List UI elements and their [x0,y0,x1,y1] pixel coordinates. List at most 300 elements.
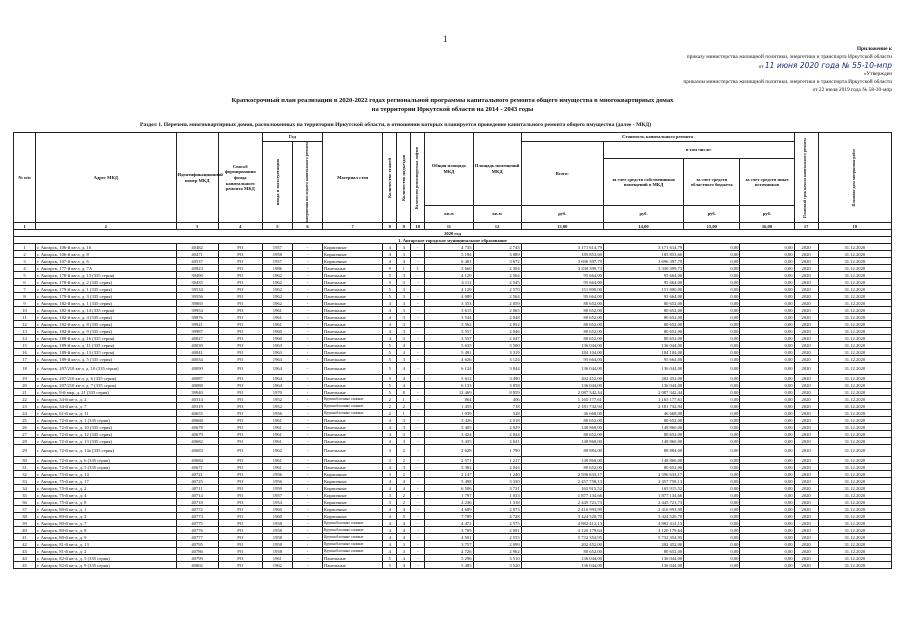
table-row [14,403,892,410]
table-cell: 136 044,00 [521,555,603,562]
table-cell: 31.12.2020 [818,499,891,506]
table-cell: 1958 [262,251,292,258]
table-cell: 6 124 [425,363,473,375]
table-cell: г. Ангарск, 179-й кв-л, д. 3 (335 серия) [36,293,176,300]
table-cell: - [292,375,322,382]
table-cell: 3 353 [425,300,473,307]
table-row [14,534,892,541]
table-cell: 4 [397,342,411,349]
table-cell: 0,00 [740,478,794,485]
table-cell: Панельные [323,464,383,471]
table-cell: 40027 [176,335,218,342]
table-cell: 406 [473,396,521,403]
table-cell: 3 424 520,70 [603,513,683,520]
table-cell: 5 [383,279,397,286]
table-cell: 3 757 [425,541,473,548]
table-cell: 2020 [794,356,818,363]
table-cell: 1 [397,396,411,403]
table-cell: 4 [383,520,397,527]
table-cell: - [292,478,322,485]
table-cell: 2 041 [473,438,521,445]
table-cell: - [292,485,322,492]
table-cell: 1962 [262,279,292,286]
column-number: 10 [411,223,425,230]
table-cell: 4 [383,534,397,541]
table-cell: 40319 [176,403,218,410]
table-cell: 2 416 993,99 [521,506,603,513]
table-cell: РО [218,541,262,548]
table-cell: 0,00 [684,396,740,403]
table-cell: 1 033 [473,492,521,499]
table-cell: 4 [383,258,397,265]
table-cell: 4 [397,349,411,356]
table-cell: РО [218,286,262,293]
table-cell: 3 615 [425,307,473,314]
table-cell: 18 [14,363,36,375]
table-row [14,431,892,438]
table-cell: 40795 [176,541,218,548]
table-cell: 2020 [794,555,818,562]
table-cell: - [292,464,322,471]
table-cell: Панельные [323,457,383,464]
table-cell: 3 424 [425,431,473,438]
table-cell: 0,00 [684,356,740,363]
table-cell: 2020 [794,258,818,265]
table-cell: 12 469 [425,389,473,396]
table-cell: 0,00 [684,562,740,569]
table-cell: 39940 [176,389,218,396]
table-cell: 136 044,00 [603,562,683,569]
table-cell: 202 452,00 [603,375,683,382]
table-cell: 0,00 [684,258,740,265]
table-cell: - [411,293,425,300]
table-cell: 3 696 397,79 [521,258,603,265]
table-cell: 40773 [176,513,218,520]
table-row [14,520,892,527]
table-cell: 40772 [176,506,218,513]
table-cell: 4 [383,300,397,307]
table-cell: - [292,382,322,389]
table-cell: 2020 [794,445,818,457]
table-cell: - [411,548,425,555]
table-cell: 1962 [262,445,292,457]
table-cell: 31.12.2020 [818,363,891,375]
table-cell: - [411,471,425,478]
table-cell: 0,00 [684,527,740,534]
table-cell: - [411,478,425,485]
table-cell: - [292,527,322,534]
table-cell: г. Ангарск, 80-й кв-л, д. 9 [36,534,176,541]
municipality-band-row [14,237,892,244]
table-cell: 31.12.2020 [818,389,891,396]
table-cell: 3 171 614,79 [603,244,683,251]
table-cell: - [292,499,322,506]
table-cell: 0,00 [740,457,794,464]
table-cell: 6 481 [425,258,473,265]
table-cell: г. Ангарск, 82-й кв-л, д. 9 (335 серия) [36,562,176,569]
table-cell: 1963 [262,342,292,349]
table-cell: 3 562 [425,321,473,328]
table-cell: 5 [383,342,397,349]
table-cell: 2020 [794,520,818,527]
table-cell: 0,00 [740,244,794,251]
table-cell: 0,00 [684,272,740,279]
table-cell: г. Ангарск, 72-й кв-л, д. 13 (335 серия) [36,438,176,445]
table-cell: 31.12.2020 [818,321,891,328]
table-cell: Крупноблочные силикат [323,541,383,548]
table-cell: 0,00 [740,527,794,534]
table-cell: 0,00 [740,363,794,375]
table-cell: 2020 [794,375,818,382]
table-cell: г. Ангарск, 81-й кв-л, д. 13 [36,541,176,548]
table-cell: 4 689 [425,506,473,513]
table-cell: 1958 [262,527,292,534]
header-plan-end-text: Плановая дата завершения работ [852,148,857,207]
table-cell: 80 652,00 [603,548,683,555]
table-cell: 3 [397,314,411,321]
table-cell: 4 [383,244,397,251]
table-cell: - [292,534,322,541]
table-cell: 3 [397,321,411,328]
table-cell: 4 735 [425,244,473,251]
table-cell: 2 457 758,13 [521,478,603,485]
table-cell: 4 120 179,64 [521,527,603,534]
table-cell: 136 044,00 [521,562,603,569]
table-cell: 35 [14,492,36,499]
table-cell: 3 [397,244,411,251]
table-cell: 43 [14,548,36,555]
table-cell: Панельные [323,272,383,279]
table-cell: - [411,424,425,431]
table-cell: 80 652,00 [521,328,603,335]
table-cell: РО [218,279,262,286]
table-cell: 3 [397,438,411,445]
table-cell: 2020 [794,286,818,293]
table-cell: 4 [383,307,397,314]
table-cell: 40823 [176,265,218,272]
table-cell: - [411,403,425,410]
header-method: Способ формирования фонда капитального ремонта МКД [218,133,262,223]
table-row [14,335,892,342]
table-cell: 2 [383,403,397,410]
table-cell: 31.12.2020 [818,265,891,272]
table-cell: 31.12.2020 [818,349,891,356]
table-cell: 25 [14,417,36,424]
table-cell: РО [218,417,262,424]
table-cell: 3 426 [425,417,473,424]
table-cell: 2020 [794,431,818,438]
table-cell: 4 [383,335,397,342]
table-cell: 4 [383,321,397,328]
table-row [14,499,892,506]
table-cell: 2020 [794,562,818,569]
table-cell: 4 728 [473,513,521,520]
table-cell: - [411,389,425,396]
table-cell: 0,00 [684,541,740,548]
table-cell: 28 [14,438,36,445]
table-cell: 4 [383,328,397,335]
table-cell: - [411,286,425,293]
table-cell: 38 [14,513,36,520]
table-cell: 0,00 [684,534,740,541]
table-cell: 2020 [794,321,818,328]
header-elevators [411,133,425,223]
table-cell: 44 [14,555,36,562]
table-cell: 95 664,00 [521,293,603,300]
table-cell: - [292,286,322,293]
table-cell: - [411,513,425,520]
table-cell: РО [218,492,262,499]
table-cell: 9 [14,300,36,307]
table-row [14,293,892,300]
table-cell: РО [218,375,262,382]
table-cell: 2 [14,251,36,258]
table-cell: РО [218,244,262,251]
column-number: 17 [794,223,818,230]
table-cell: 5 [383,272,397,279]
table-cell: 2020 [794,471,818,478]
table-cell: 4 [383,438,397,445]
table-row [14,485,892,492]
header-year-commission-text: ввода в эксплуатацию [274,159,280,206]
header-floors-text: Количество этажей [386,157,392,198]
table-cell: 2 [397,492,411,499]
table-cell: 1964 [262,382,292,389]
table-cell: 2020 [794,457,818,464]
table-cell: 40537 [176,258,218,265]
table-cell: 2020 [794,314,818,321]
table-cell: 3 672 [473,258,521,265]
table-cell: 2020 [794,251,818,258]
table-cell: РО [218,251,262,258]
table-cell: Крупноблочные силикат [323,520,383,527]
table-cell: 1956 [262,478,292,485]
table-cell: 1956 [262,471,292,478]
table-cell: 14 [14,335,36,342]
table-cell: Панельные [323,300,383,307]
table-cell: - [292,265,322,272]
table-cell: 136 044,00 [521,382,603,389]
table-cell: Крупноблочные силикат [323,548,383,555]
table-cell: 31.12.2020 [818,438,891,445]
table-cell: - [411,555,425,562]
table-cell: Панельные [323,307,383,314]
table-cell: 3 [383,499,397,506]
table-row [14,506,892,513]
table-cell: 0,00 [740,485,794,492]
table-cell: 864 [425,396,473,403]
table-cell: 39 [14,520,36,527]
table-cell: 2 457 758,13 [603,478,683,485]
table-row [14,307,892,314]
header-regional: за счет средств областного бюджета [684,159,740,206]
table-cell: 34 [14,485,36,492]
table-cell: 19 [14,375,36,382]
table-cell: 202 452,00 [603,541,683,548]
table-cell: 21 [14,389,36,396]
table-cell: 2020 [794,438,818,445]
table-row [14,457,892,464]
table-cell: 31.12.2020 [818,251,891,258]
table-row [14,389,892,396]
table-cell: 3 557 [425,335,473,342]
table-row [14,375,892,382]
header-entrances-text: Количество подъездов [400,154,406,201]
header-unit-rub3: руб. [684,206,740,223]
year-band-row [14,230,892,237]
table-cell: Панельные [323,293,383,300]
column-number: 2 [36,223,176,230]
table-cell: 0,00 [684,286,740,293]
table-cell: 2020 [794,506,818,513]
table-cell: 0,00 [684,328,740,335]
table-row [14,265,892,272]
table-cell: 2020 [794,382,818,389]
table-cell: 3 124 [473,356,521,363]
table-cell: 12 [14,321,36,328]
table-cell: 3 [383,492,397,499]
table-cell: - [292,314,322,321]
table-cell: РО [218,265,262,272]
table-cell: 40482 [176,244,218,251]
table-cell: Панельные [323,417,383,424]
table-cell: 2020 [794,244,818,251]
table-cell: 2 052 [473,321,521,328]
table-cell: 4 [397,534,411,541]
table-cell: Панельные [323,562,383,569]
header-unit-area2: кв.м [473,206,521,223]
table-cell: - [411,375,425,382]
table-cell: - [411,485,425,492]
table-cell: - [292,541,322,548]
table-cell: 0,00 [740,258,794,265]
table-cell: Кирпичные [323,251,383,258]
table-cell: 2020 [794,279,818,286]
table-cell: 80 652,00 [603,417,683,424]
table-cell: 80 652,00 [521,431,603,438]
table-cell: РО [218,548,262,555]
table-cell: 39534 [176,286,218,293]
table-cell: РО [218,335,262,342]
table-cell: 0,00 [684,293,740,300]
table-cell: 0,00 [740,335,794,342]
table-cell: 95 664,00 [603,279,683,286]
table-cell: 4 [383,251,397,258]
table-cell: - [411,244,425,251]
header-other: за счет средств иных источников [740,159,794,206]
table-cell: 40090 [176,363,218,375]
table-cell: 1 [14,244,36,251]
table-cell: 31.12.2020 [818,424,891,431]
table-cell: 4 [383,541,397,548]
table-cell: 40471 [176,251,218,258]
header-wall: Материал стен [323,133,383,223]
table-cell: 17 [14,356,36,363]
table-cell: 0,00 [740,548,794,555]
table-row [14,548,892,555]
table-row [14,286,892,293]
table-cell: 0,00 [740,328,794,335]
header-incl: в том числе: [603,142,794,159]
table-cell: - [411,300,425,307]
table-cell: 31.12.2020 [818,335,891,342]
table-cell: 2 445 721,73 [603,499,683,506]
table-cell: 718 [473,403,521,410]
table-cell: 0,00 [740,445,794,457]
table-cell: РО [218,478,262,485]
handwritten-date: 11 июня 2020 года № 55-10-мпр [764,60,892,70]
table-cell: 4 129 [425,272,473,279]
table-cell: 95 664,00 [603,293,683,300]
table-cell: 2020 [794,410,818,417]
table-cell: 0,00 [684,349,740,356]
table-cell: 1956 [262,410,292,417]
table-cell: 2 181 732,94 [603,403,683,410]
table-row [14,445,892,457]
table-cell: 148 860,00 [521,457,603,464]
table-cell: 2 059 [473,300,521,307]
table-cell: 2 555 [473,534,521,541]
table-cell: 4 [383,417,397,424]
table-cell: - [411,321,425,328]
table-cell: 36 [14,499,36,506]
table-cell: РО [218,396,262,403]
table-cell: 0,00 [684,321,740,328]
table-row [14,410,892,417]
table-cell: 3 731 [473,485,521,492]
table-cell: - [411,417,425,424]
table-cell: - [411,335,425,342]
table-cell: 0,00 [684,307,740,314]
table-cell: 2 973 [473,506,521,513]
table-row [14,492,892,499]
column-number: 13,00 [521,223,603,230]
header-unit-rub4: руб. [740,206,794,223]
table-cell: 0,00 [684,492,740,499]
table-cell: 31.12.2020 [818,356,891,363]
table-cell: 31.12.2020 [818,548,891,555]
table-cell: 3 330 [473,478,521,485]
table-cell: 4 112 [425,279,473,286]
table-cell: 2 048 [473,314,521,321]
table-cell: 2020 [794,335,818,342]
table-cell: 4 [397,363,411,375]
table-cell: 31.12.2020 [818,471,891,478]
table-cell: 80 652,00 [603,300,683,307]
table-cell: - [411,464,425,471]
table-cell: - [292,307,322,314]
table-cell: 80 652,00 [521,335,603,342]
table-cell: 0,00 [684,335,740,342]
table-cell: г. Ангарск, 178-й кв-л, д. 13 (335 серия) [36,272,176,279]
table-cell: - [411,534,425,541]
table-cell: - [411,438,425,445]
table-cell: 31.12.2020 [818,445,891,457]
table-cell: Кирпичные [323,499,383,506]
table-cell: 4 [397,527,411,534]
table-cell: 40041 [176,349,218,356]
table-cell: 1 797 [425,492,473,499]
title-line1: Краткосрочный план реализации в 2020-2022 годах региональной программы капитального ремонта общего имущества в многоквартирных домах [231,97,674,104]
table-cell: 5 [383,555,397,562]
table-cell: 2 564 [473,272,521,279]
table-cell: 80 652,00 [521,417,603,424]
table-cell: 0,00 [740,492,794,499]
appendix-line5: от 22 июля 2019 года № 58-30-мпр [812,86,892,93]
table-cell: 1954 [262,499,292,506]
table-cell: г. Ангарск, 207/210 кв-л, д. 7 (335 серия) [36,382,176,389]
table-cell: 31.12.2020 [818,300,891,307]
